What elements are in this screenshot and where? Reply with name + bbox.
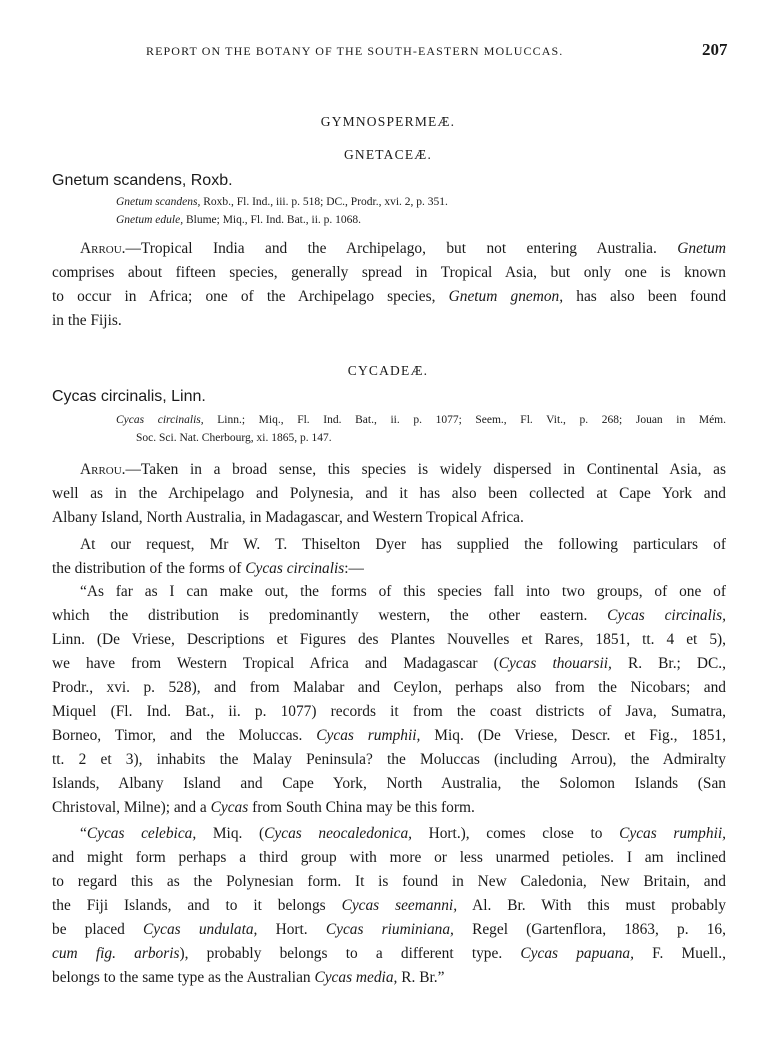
section-title: GYMNOSPERMEÆ. [320, 114, 456, 129]
quote-line: Islands, Albany Island and Cape York, North Australia, the Solomon Islands (San [52, 775, 726, 792]
paragraph-line: comprises about fifteen species, generally spread in Tropical Asia, but only one is known [52, 264, 726, 281]
quote-line: Borneo, Timor, and the Moluccas. Cycas rumphii, Miq. (De Vriese, Descr. et Fig., 1851, [52, 727, 726, 744]
page-number: 207 [702, 40, 728, 59]
reference-line [116, 196, 448, 208]
ref-text: Roxb., Fl. Ind., iii. p. 518; DC., Prodr., xvi. 2, p. 351. [203, 196, 448, 208]
ref-italic: Cycas circinalis, [116, 414, 204, 426]
paragraph-line: Arrou.—Taken in a broad sense, this species is widely dispersed in Continental Asia, as [80, 461, 726, 478]
paragraph-line: in the Fijis. [52, 312, 122, 329]
paragraph-line: Albany Island, North Australia, in Madagascar, and Western Tropical Africa. [52, 509, 524, 526]
quote-line: which the distribution is predominantly western, the other eastern. Cycas circinalis, [52, 607, 726, 624]
ref-italic: Gnetum scandens, [116, 196, 201, 208]
reference-line [116, 414, 726, 426]
paragraph-line: well as in the Archipelago and Polynesia, and it has also been collected at Cape York and [52, 485, 726, 502]
locality-label: Arrou. [80, 240, 126, 257]
quote-line: belongs to the same type as the Australian Cycas media, R. Br.” [52, 969, 445, 986]
species-name-cycas: Cycas circinalis, Linn. [52, 388, 206, 405]
reference-line [116, 214, 361, 226]
paragraph-line: At our request, Mr W. T. Thiselton Dyer has supplied the following particulars of [80, 536, 726, 553]
quote-line: tt. 2 et 3), inhabits the Malay Peninsula? the Moluccas (including Arrou), the Admiralty [52, 751, 726, 768]
ref-italic: Gnetum edule, [116, 214, 184, 226]
quote-line: the Fiji Islands, and to it belongs Cycas seemanni, Al. Br. With this must probably [52, 897, 727, 914]
quote-line: be placed Cycas undulata, Hort. Cycas riuminiana, Regel (Gartenflora, 1863, p. 16, [52, 921, 726, 938]
quote-line: “As far as I can make out, the forms of this species fall into two groups, of one of [80, 583, 726, 600]
family-heading-gnetaceae: GNETACEÆ. [343, 147, 433, 162]
ref-text: Linn.; Miq., Fl. Ind. Bat., ii. p. 1077; Seem., Fl. Vit., p. 268; Jouan in Mém. [217, 414, 727, 426]
family-heading-cycadeae: CYCADEÆ. [347, 363, 429, 378]
reference-line: Soc. Sci. Nat. Cherbourg, xi. 1865, p. 147. [136, 432, 332, 444]
quote-line: Christoval, Milne); and a Cycas from South China may be this form. [52, 799, 475, 816]
ref-text: Blume; Miq., Fl. Ind. Bat., ii. p. 1068. [185, 214, 362, 226]
locality-label: Arrou. [80, 461, 126, 478]
quote-line: we have from Western Tropical Africa and Madagascar (Cycas thouarsii, R. Br.; DC., [52, 655, 726, 672]
quote-line: “Cycas celebica, Miq. (Cycas neocaledonica, Hort.), comes close to Cycas rumphii, [80, 825, 726, 842]
quote-line: cum fig. arboris), probably belongs to a different type. Cycas papuana, F. Muell., [52, 945, 726, 962]
species-name-gnetum: Gnetum scandens, Roxb. [52, 172, 233, 189]
quote-line: Prodr., xvi. p. 528), and from Malabar and Ceylon, perhaps also from the Nicobars; and [52, 679, 726, 696]
quote-line: Linn. (De Vriese, Descriptions et Figures des Plantes Nouvelles et Rares, 1851, tt. 4 et 5), [52, 631, 726, 648]
paragraph-line: to occur in Africa; one of the Archipelago species, Gnetum gnemon, has also been found [52, 288, 727, 305]
paragraph-line: Arrou.—Tropical India and the Archipelago, but not entering Australia. Gnetum [80, 240, 726, 257]
quote-line: Miquel (Fl. Ind. Bat., ii. p. 1077) records it from the coast districts of Java, Sumatra, [52, 703, 726, 720]
quote-line: and might form perhaps a third group with more or less unarmed petioles. I am inclined [52, 849, 726, 866]
paragraph-line: the distribution of the forms of Cycas circinalis:— [52, 560, 364, 577]
quote-line: to regard this as the Polynesian form. It is found in New Caledonia, New Britain, and [52, 873, 726, 890]
running-header: REPORT ON THE BOTANY OF THE SOUTH-EASTERN MOLUCCAS. [146, 44, 564, 58]
